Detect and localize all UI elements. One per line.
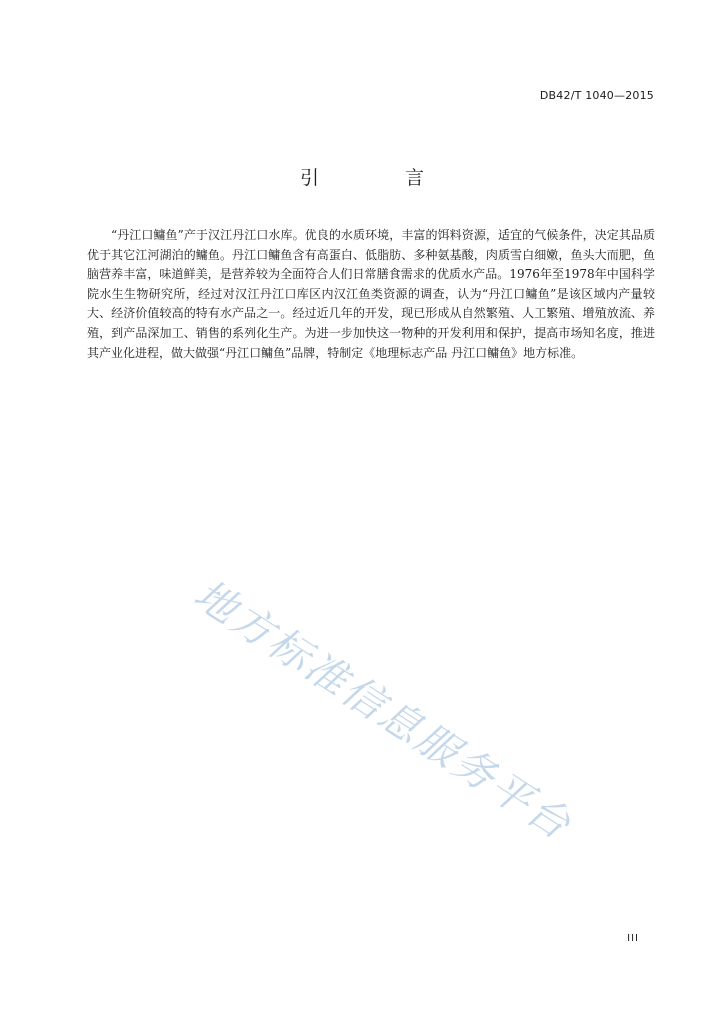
section-title: 引 言 bbox=[299, 167, 465, 189]
page-number: III bbox=[627, 933, 639, 944]
document-code: DB42/T 1040—2015 bbox=[539, 89, 654, 102]
introduction-paragraph: “丹江口鳙鱼”产于汉江丹江口水库。优良的水质环境，丰富的饵料资源，适宜的气候条件，决定其品质优于其它江河湖泊的鳙鱼。丹江口鳙鱼含有高蛋白、低脂肪、多种氨基酸，肉质雪白细嫩，鱼头大而肥，鱼脑营养丰富，味道鲜美，是营养较为全面符合人们日常膳食需求的优质水产品。1976年至1978年中国科学院水生生物研究所，经过对汉江丹江口库区内汉江鱼类资源的调查，认为“丹江口鳙鱼”是该区域内产量较大、经济价值较高的特有水产品之一。经过近几年的开发，现已形成从自然繁殖、人工繁殖、增殖放流、养殖，到产品深加工、销售的系列化生产。为进一步加快这一物种的开发利用和保护，提高市场知名度，推进其产业化进程，做大做强“丹江口鳙鱼”品牌，特制定《地理标志产品 丹江口鳙鱼》地方标准。 bbox=[87, 228, 655, 360]
watermark: 地方标准信息服务平台 bbox=[185, 569, 581, 850]
